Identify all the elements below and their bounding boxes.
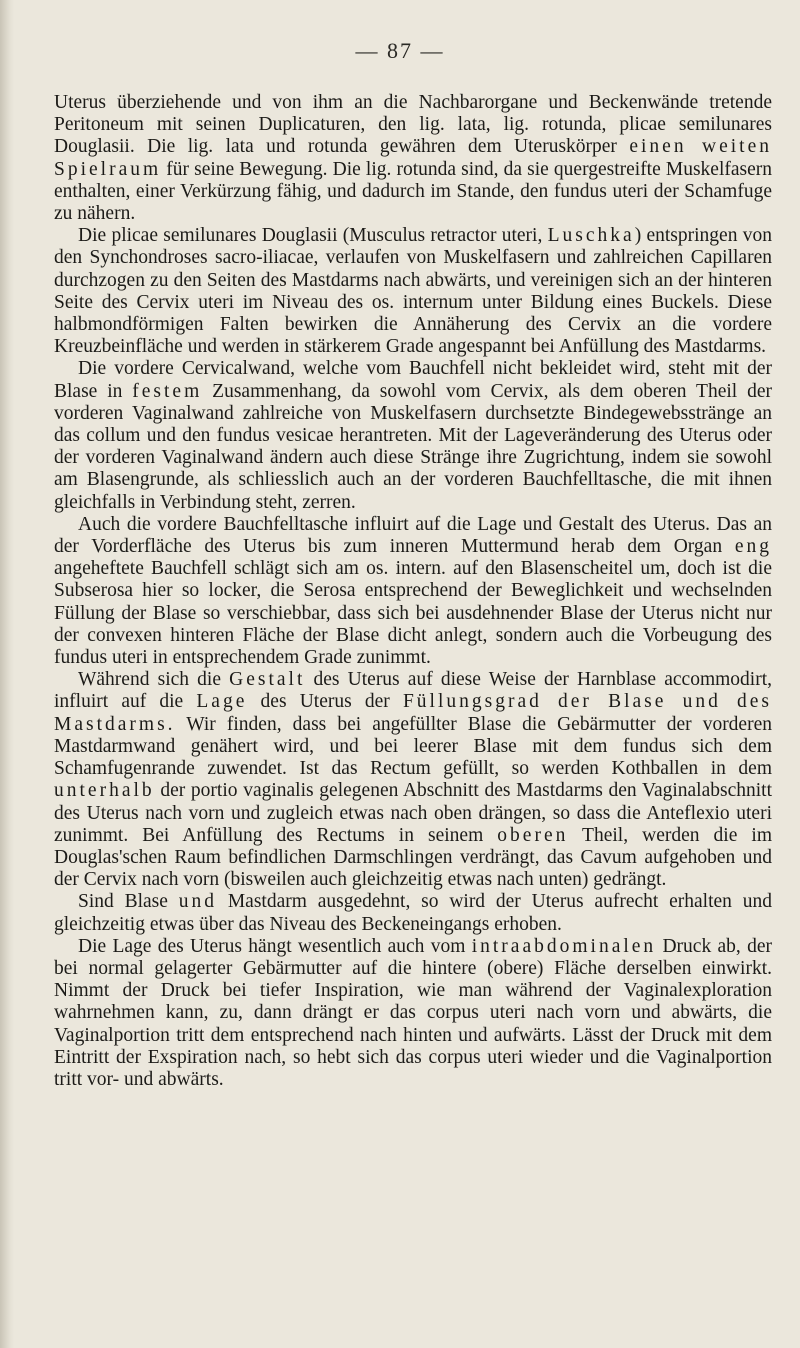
page-edge-shadow (0, 0, 14, 1348)
spaced-emphasis-text: eng (734, 536, 772, 558)
spaced-emphasis-text: und (178, 891, 217, 913)
text-segment: Die Lage des Uterus hängt wesentlich auch vom (78, 935, 472, 957)
text-segment: Uterus überziehende und von ihm an die Nachbarorgane und Beckenwände tretende Peritoneum mit seinen Duplicaturen, den lig. lata, lig. rotunda, plicae semilunares Douglasii. Die lig. lata und rotunda gewähren dem Uteruskörper (54, 92, 772, 158)
spaced-emphasis-text: Füllungsgrad der Blase und des Mastdarms. (54, 691, 772, 735)
text-segment: für seine Bewegung. Die lig. rotunda sind, da sie quergestreifte Muskelfasern enthalten, einer Verkürzung fähig, und dadurch im Stande, den fundus uteri der Schamfuge zu nähern. (54, 158, 772, 225)
text-segment: angeheftete Bauchfell schlägt sich am os. intern. auf den Blasenscheitel um, doch ist die Subserosa hier so locker, die Serosa entsprechend der Beweglichkeit und wechselnden Füllung der Blase so verschiebbar, dass sich bei ausdehnender Blase der Uterus nicht nur der convexen hinteren Fläche der Blase dicht anlegt, sondern auch die Vorbeugung des fundus uteri in entsprechendem Grade zunimmt. (54, 558, 772, 669)
text-segment: Wir finden, dass bei angefüllter Blase die Gebärmutter der vorderen Mastdarmwand genähert wird, und bei leerer Blase mit dem fundus sich dem Schamfugenrande zuwendet. Ist das Rectum gefüllt, so werden Kothballen in dem (54, 713, 772, 780)
page-number-header: — 87 — (355, 38, 445, 63)
text-segment: Die vordere Cervicalwand, welche vom Bauchfell nicht bekleidet wird, steht mit der Blase in (54, 358, 772, 402)
text-segment: des Uterus auf diese Weise der Harnblase accommodirt, influirt auf die (54, 669, 772, 713)
paragraph (54, 891, 772, 935)
spaced-emphasis-text: einen weiten Spielraum (54, 136, 772, 180)
paragraph (54, 358, 772, 513)
text-segment: des Uterus der (247, 691, 403, 713)
spaced-emphasis-text: unterhalb (54, 780, 155, 802)
spaced-emphasis-text: oberen (497, 824, 569, 846)
text-segment: Auch die vordere Bauchfelltasche influirt auf die Lage und Gestalt des Uterus. Das an der Vorderfläche des Uterus bis zum inneren Muttermund herab dem Organ (54, 513, 772, 558)
paragraph (54, 514, 772, 669)
text-segment: Druck ab, der bei normal gelagerter Gebärmutter auf die hintere (obere) Fläche derselben einwirkt. Nimmt der Druck bei tiefer Inspiration, wie man während der Vaginalexploration wahrnehmen kann, zu, dann drängt er das corpus uteri nach vorn und abwärts, die Vaginalportion tritt dem entsprechend nach hinten und aufwärts. Lässt der Druck mit dem Eintritt der Exspiration nach, so hebt sich das corpus uteri wieder und die Vaginalportion tritt vor- und abwärts. (54, 935, 772, 1090)
spaced-emphasis-text: Lage (196, 691, 248, 713)
spaced-emphasis-text: intraabdominalen (471, 935, 657, 957)
paragraph (54, 225, 772, 358)
text-segment: Mastdarm ausgedehnt, so wird der Uterus aufrecht erhalten und gleichzeitig etwas über das Niveau des Beckeneingangs erhoben. (54, 891, 772, 935)
spaced-emphasis-text: Luschka (547, 225, 635, 247)
text-segment: Theil, werden die im Douglas'schen Raum befindlichen Darmschlingen verdrängt, das Cavum aufgehoben und der Cervix nach vorn (bisweilen auch gleichzeitig etwas nach unten) gedrängt. (54, 824, 772, 891)
paragraph (54, 92, 772, 225)
text-segment: Zusammenhang, da sowohl vom Cervix, als dem oberen Theil der vorderen Vaginalwand zahlreiche von Muskelfasern durchsetzte Bindegewebsstränge an das collum und den fundus vesicae herantreten. Mit der Lageveränderung des Uterus oder der vorderen Vaginalwand ändern auch diese Stränge ihre Zugrichtung, indem sie sowohl am Blasengrunde, als schliesslich auch an der vorderen Bauchfelltasche, die mit ihnen gleichfalls in Verbindung steht, zerren. (54, 380, 772, 513)
spaced-emphasis-text: Gestalt (229, 669, 306, 691)
body-text (54, 92, 772, 1091)
text-segment: ) entspringen von den Synchondroses sacro-iliacae, verlaufen von Muskelfasern und zahlreichen Capillaren durchzogen zu den Seiten des Mastdarms nach abwärts, und vereinigen sich an der hinteren Seite des Cervix uteri im Niveau des os. internum unter Bildung eines Buckels. Diese halbmondförmigen Falten bewirken die Annäherung des Cervix an die vordere Kreuzbeinfläche und werden in stärkerem Grade angespannt bei Anfüllung des Mastdarms. (54, 225, 772, 358)
text-segment: Sind Blase (78, 891, 179, 913)
paragraph (54, 936, 772, 1091)
text-segment: der portio vaginalis gelegenen Abschnitt des Mastdarms den Vaginalabschnitt des Uterus nach vorn und zugleich etwas nach oben drängen, so dass die Anteflexio uteri zunimmt. Bei Anfüllung des Rectums in seinem (54, 780, 772, 846)
spaced-emphasis-text: festem (132, 380, 203, 402)
text-segment: Die plicae semilunares Douglasii (Musculus retractor uteri, (78, 225, 548, 247)
paragraph (54, 669, 772, 891)
text-segment: Während sich die (78, 669, 230, 691)
